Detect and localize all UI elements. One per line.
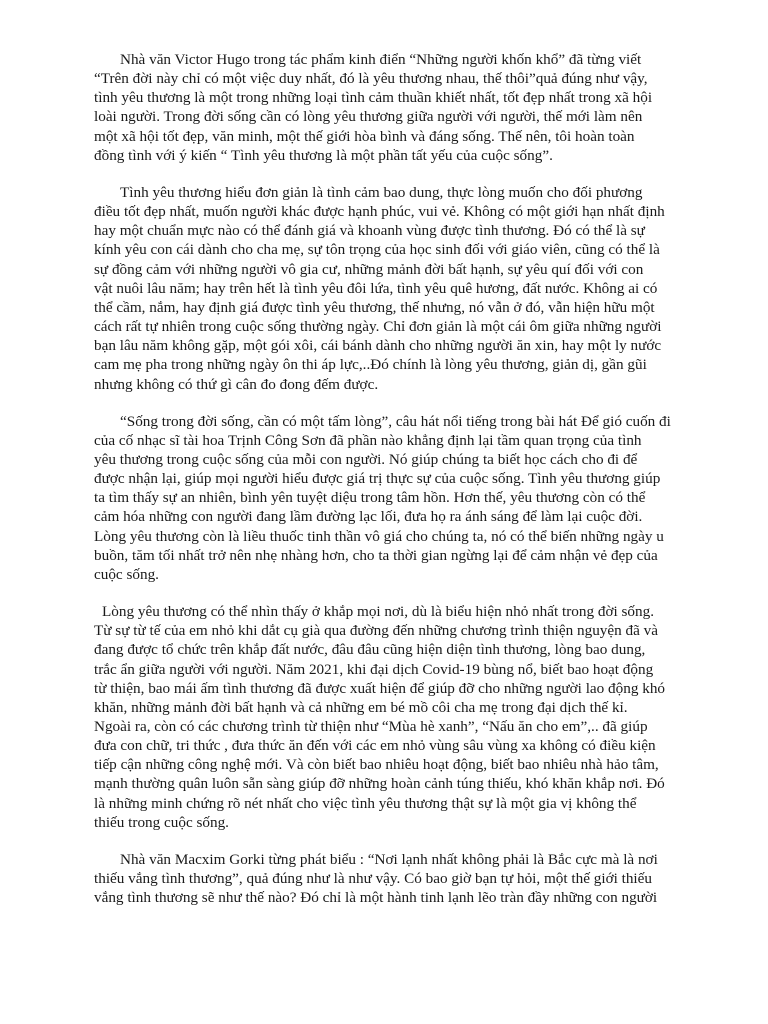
text-line: từ thiện, bao mái ấm tình thương đã được xuất hiện để giúp đỡ cho những người lao động khó [94, 679, 666, 697]
text-line: thể cầm, nắm, hay định giá được tình yêu thương, thế nhưng, nó vẫn ở đó, vẫn hiện hữu một [94, 298, 655, 316]
paragraph-4 [94, 602, 698, 832]
text-line: “Trên đời này chỉ có một việc duy nhất, đó là yêu thương nhau, thế thôi”quả đúng như vậy, [94, 70, 648, 88]
text-line: kính yêu con cái dành cho cha mẹ, sự tôn trọng của học sinh đối với giáo viên, cũng có thể là [94, 241, 660, 259]
text-line: vắng tình thương sẽ như thế nào? Đó chỉ là một hành tinh lạnh lẽo tràn đầy những con người [94, 889, 658, 907]
text-line: thiếu vắng tình thương”, quả đúng như là như vậy. Có bao giờ bạn tự hỏi, một thế giới thiếu [94, 870, 652, 888]
text-line: nhưng không có thứ gì cân đo đong đếm được. [94, 375, 379, 393]
text-line: hay một chuẩn mực nào có thể đánh giá và khoanh vùng được tình thương. Đó có thể là sự [94, 222, 645, 240]
text-line: yêu thương trong cuộc sống của mỗi con người. Nó giúp chúng ta biết học cách cho đi để [94, 450, 638, 468]
text-line: Lòng yêu thương có thể nhìn thấy ở khắp mọi nơi, dù là biểu hiện nhỏ nhất trong đời sống. [102, 603, 655, 621]
text-line: đưa con chữ, tri thức , đưa thức ăn đến với các em nhỏ vùng sâu vùng xa không có điều kiện [94, 737, 656, 755]
text-line: điều tốt đẹp nhất, muốn người khác được hạnh phúc, vui vẻ. Không có một giới hạn nhất định [94, 203, 665, 221]
text-line: buồn, tăm tối nhất trở nên nhẹ nhàng hơn, cho ta thời gian ngừng lại để cảm nhận vẻ đẹp của [94, 546, 658, 564]
paragraph-1 [94, 50, 698, 165]
text-line: Nhà văn Macxim Gorki từng phát biểu : “Nơi lạnh nhất không phải là Bắc cực mà là nơi [120, 850, 658, 868]
text-line: sự đồng cảm với những người vô gia cư, những mảnh đời bất hạnh, sự yêu quí đối với con [94, 260, 644, 278]
text-line: Lòng yêu thương còn là liều thuốc tinh thần vô giá cho chúng ta, nó có thể biến những ngày u [94, 527, 664, 545]
text-line: loài người. Trong đời sống cần có lòng yêu thương giữa người với người, thế mới làm nên [94, 108, 643, 126]
text-line: Tình yêu thương hiểu đơn giản là tình cảm bao dung, thực lòng muốn cho đối phương [120, 183, 643, 201]
text-line: trắc ẩn giữa người với người. Năm 2021, khi đại dịch Covid-19 bùng nổ, biết bao hoạt động [94, 660, 654, 678]
text-line: cuộc sống. [94, 565, 159, 583]
text-line: tiếp cận những công nghệ mới. Và còn biết bao nhiêu hoạt động, biết bao nhiêu nhà hảo tâm, [94, 756, 659, 774]
paragraph-5 [94, 850, 698, 907]
text-line: cam mẹ pha trong những ngày ôn thi áp lực,..Đó chính là lòng yêu thương, giản dị, gần gũi [94, 356, 647, 374]
text-line: vật nuôi lâu năm; hay trên hết là tình yêu đôi lứa, tình yêu quê hương, đất nước. Không ai có [94, 279, 658, 297]
text-line: một xã hội tốt đẹp, văn minh, một thế giới hòa bình và đáng sống. Thế nên, tôi hoàn toàn [94, 127, 635, 145]
text-line: thiếu trong cuộc sống. [94, 813, 229, 831]
text-line: tình yêu thương là một trong những loại tình cảm thuần khiết nhất, tốt đẹp nhất trong xã hội [94, 89, 653, 107]
text-line: ta tìm thấy sự an nhiên, bình yên tuyệt diệu trong tâm hồn. Hơn thế, yêu thương còn có thể [94, 489, 646, 507]
text-line: bạn lâu năm không gặp, một gói xôi, cái bánh dành cho những người ăn xin, hay một ly nước [94, 337, 662, 355]
text-line: đồng tình với ý kiến “ Tình yêu thương là một phần tất yếu của cuộc sống”. [94, 146, 553, 164]
text-line: cách rất tự nhiên trong cuộc sống thường ngày. Chỉ đơn giản là một cái ôm giữa những người [94, 318, 662, 336]
paragraph-3 [94, 412, 698, 584]
text-line: “Sống trong đời sống, cần có một tấm lòng”, câu hát nổi tiếng trong bài hát Để gió cuốn đi [120, 412, 671, 430]
paragraph-2 [94, 183, 698, 394]
text-line: của cố nhạc sĩ tài hoa Trịnh Công Sơn đã phần nào khẳng định lại tầm quan trọng của tình [94, 431, 642, 449]
text-line: đang được tổ chức trên khắp đất nước, đâu đâu cũng hiện diện tình thương, lòng bao dung, [94, 641, 646, 659]
text-line: Ngoài ra, còn có các chương trình từ thiện như “Mùa hè xanh”, “Nấu ăn cho em”,.. đã giúp [94, 718, 648, 735]
text-line: Nhà văn Victor Hugo trong tác phẩm kinh điển “Những người khốn khổ” đã từng viết [120, 51, 642, 68]
text-line: cảm hóa những con người đang lầm đường lạc lối, đưa họ ra ánh sáng để làm lại cuộc đời. [94, 508, 643, 526]
text-line: là những minh chứng rõ nét nhất cho việc tình yêu thương thật sự là một gia vị không thể [94, 794, 637, 812]
text-line: mạnh thường quân luôn sẵn sàng giúp đỡ những hoàn cảnh túng thiếu, khó khăn khắp nơi. Đó [94, 775, 665, 793]
text-line: khăn, những mảnh đời bất hạnh và cả những em bé mồ côi cha mẹ trong đại dịch thế kỉ. [94, 698, 628, 716]
text-line: Từ sự từ tế của em nhỏ khi dắt cụ già qua đường đến những chương trình thiện nguyện đã và [94, 622, 658, 640]
text-line: được nhận lại, giúp mọi người hiểu được giá trị thực sự của cuộc sống. Tình yêu thương giúp [94, 470, 661, 488]
